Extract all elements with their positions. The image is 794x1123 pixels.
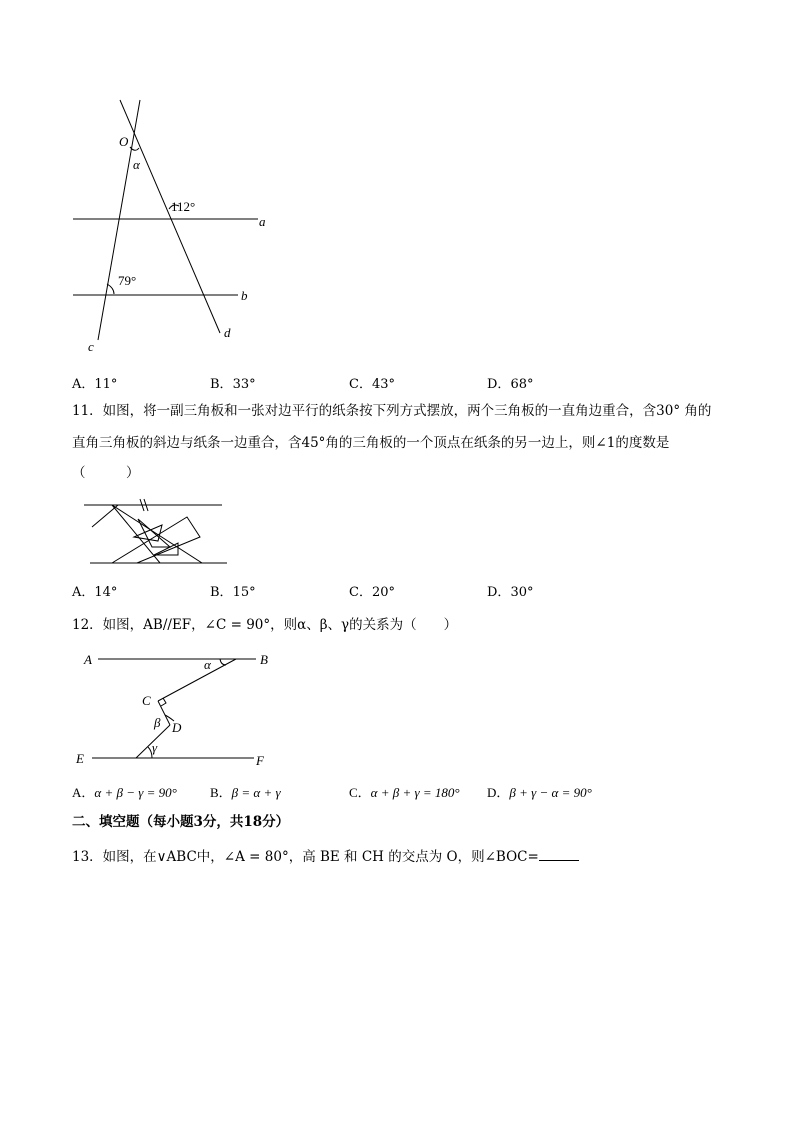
q12-option-c[interactable] — [349, 782, 460, 801]
option-text: α + β − γ = 90° — [94, 785, 177, 800]
line-d — [120, 100, 220, 333]
q11-option-b[interactable] — [210, 581, 256, 600]
option-letter: D． — [487, 585, 511, 600]
q13-stem: 13．如图，在∨ABC中，∠A = 80°，高 BE 和 CH 的交点为 O，则∠BOC= — [72, 849, 539, 865]
q11-figure — [82, 497, 227, 569]
label-beta: β — [154, 715, 161, 730]
option-letter: A． — [72, 585, 95, 600]
label-d: d — [224, 325, 231, 340]
option-text: 20° — [371, 585, 395, 600]
label-A: A — [84, 652, 92, 667]
label-a: a — [259, 214, 266, 229]
q11-stem-line1: 11．如图，将一副三角板和一张对边平行的纸条按下列方式摆放，两个三角板的一直角边重合，含30° 角的 — [72, 403, 712, 419]
label-112: 112° — [171, 199, 196, 214]
q12-option-d[interactable] — [487, 782, 592, 801]
q10-option-d[interactable] — [487, 373, 533, 392]
option-letter: A． — [72, 785, 95, 800]
option-text: 14° — [94, 585, 118, 600]
label-B: B — [260, 652, 268, 667]
option-text: β = α + γ — [231, 785, 281, 800]
q10-option-b[interactable] — [210, 373, 256, 392]
label-b: b — [241, 288, 248, 303]
option-letter: C． — [349, 585, 372, 600]
q10-option-c[interactable] — [349, 373, 395, 392]
angle-alpha-arc — [220, 659, 226, 665]
option-text: α + β + γ = 180° — [370, 785, 460, 800]
q12-option-a[interactable] — [72, 782, 177, 801]
option-letter: A． — [72, 377, 95, 392]
q11-option-a[interactable] — [72, 581, 117, 600]
q10-option-a[interactable] — [72, 373, 117, 392]
label-alpha: α — [204, 657, 211, 672]
label-O: O — [119, 134, 129, 149]
option-text: 11° — [94, 377, 118, 392]
q13-stem-wrap — [72, 846, 579, 867]
option-text: 68° — [510, 377, 534, 392]
option-text: 33° — [232, 377, 256, 392]
q11-stem-line2: 直角三角板的斜边与纸条一边重合，含45°角的三角板的一个顶点在纸条的另一边上，则∠1的度数是 — [72, 435, 670, 451]
triangle-45-board — [112, 517, 200, 563]
section-heading: 二、填空题（每小题3分，共18分） — [72, 814, 290, 830]
label-F: F — [256, 753, 264, 768]
label-c: c — [88, 339, 94, 354]
q12-figure — [70, 647, 280, 772]
option-text: β + γ − α = 90° — [509, 785, 592, 800]
option-letter: D． — [487, 785, 510, 800]
label-79: 79° — [118, 273, 137, 288]
q11-option-d[interactable] — [487, 581, 533, 600]
option-letter: C． — [349, 377, 372, 392]
option-letter: B． — [210, 585, 233, 600]
q11-stem-line3: （ ） — [72, 465, 140, 481]
option-letter: D． — [487, 377, 511, 392]
q10-figure — [60, 95, 290, 360]
option-letter: C． — [349, 785, 371, 800]
option-letter: B． — [210, 785, 232, 800]
angle-79-arc — [107, 284, 114, 294]
triangle-small-hole — [154, 543, 178, 555]
label-E: E — [76, 751, 84, 766]
label-gamma: γ — [152, 740, 158, 755]
q12-option-b[interactable] — [210, 782, 281, 801]
board-edge — [92, 505, 118, 527]
option-text: 43° — [371, 377, 395, 392]
answer-blank[interactable] — [539, 846, 579, 861]
option-text: 15° — [232, 585, 256, 600]
option-text: 30° — [510, 585, 534, 600]
q11-option-c[interactable] — [349, 581, 395, 600]
label-C: C — [142, 693, 151, 708]
q12-stem: 12．如图，AB//EF，∠C = 90°，则α、β、γ的关系为（ ） — [72, 617, 458, 633]
label-alpha: α — [133, 157, 140, 172]
label-D: D — [172, 720, 182, 735]
option-letter: B． — [210, 377, 233, 392]
